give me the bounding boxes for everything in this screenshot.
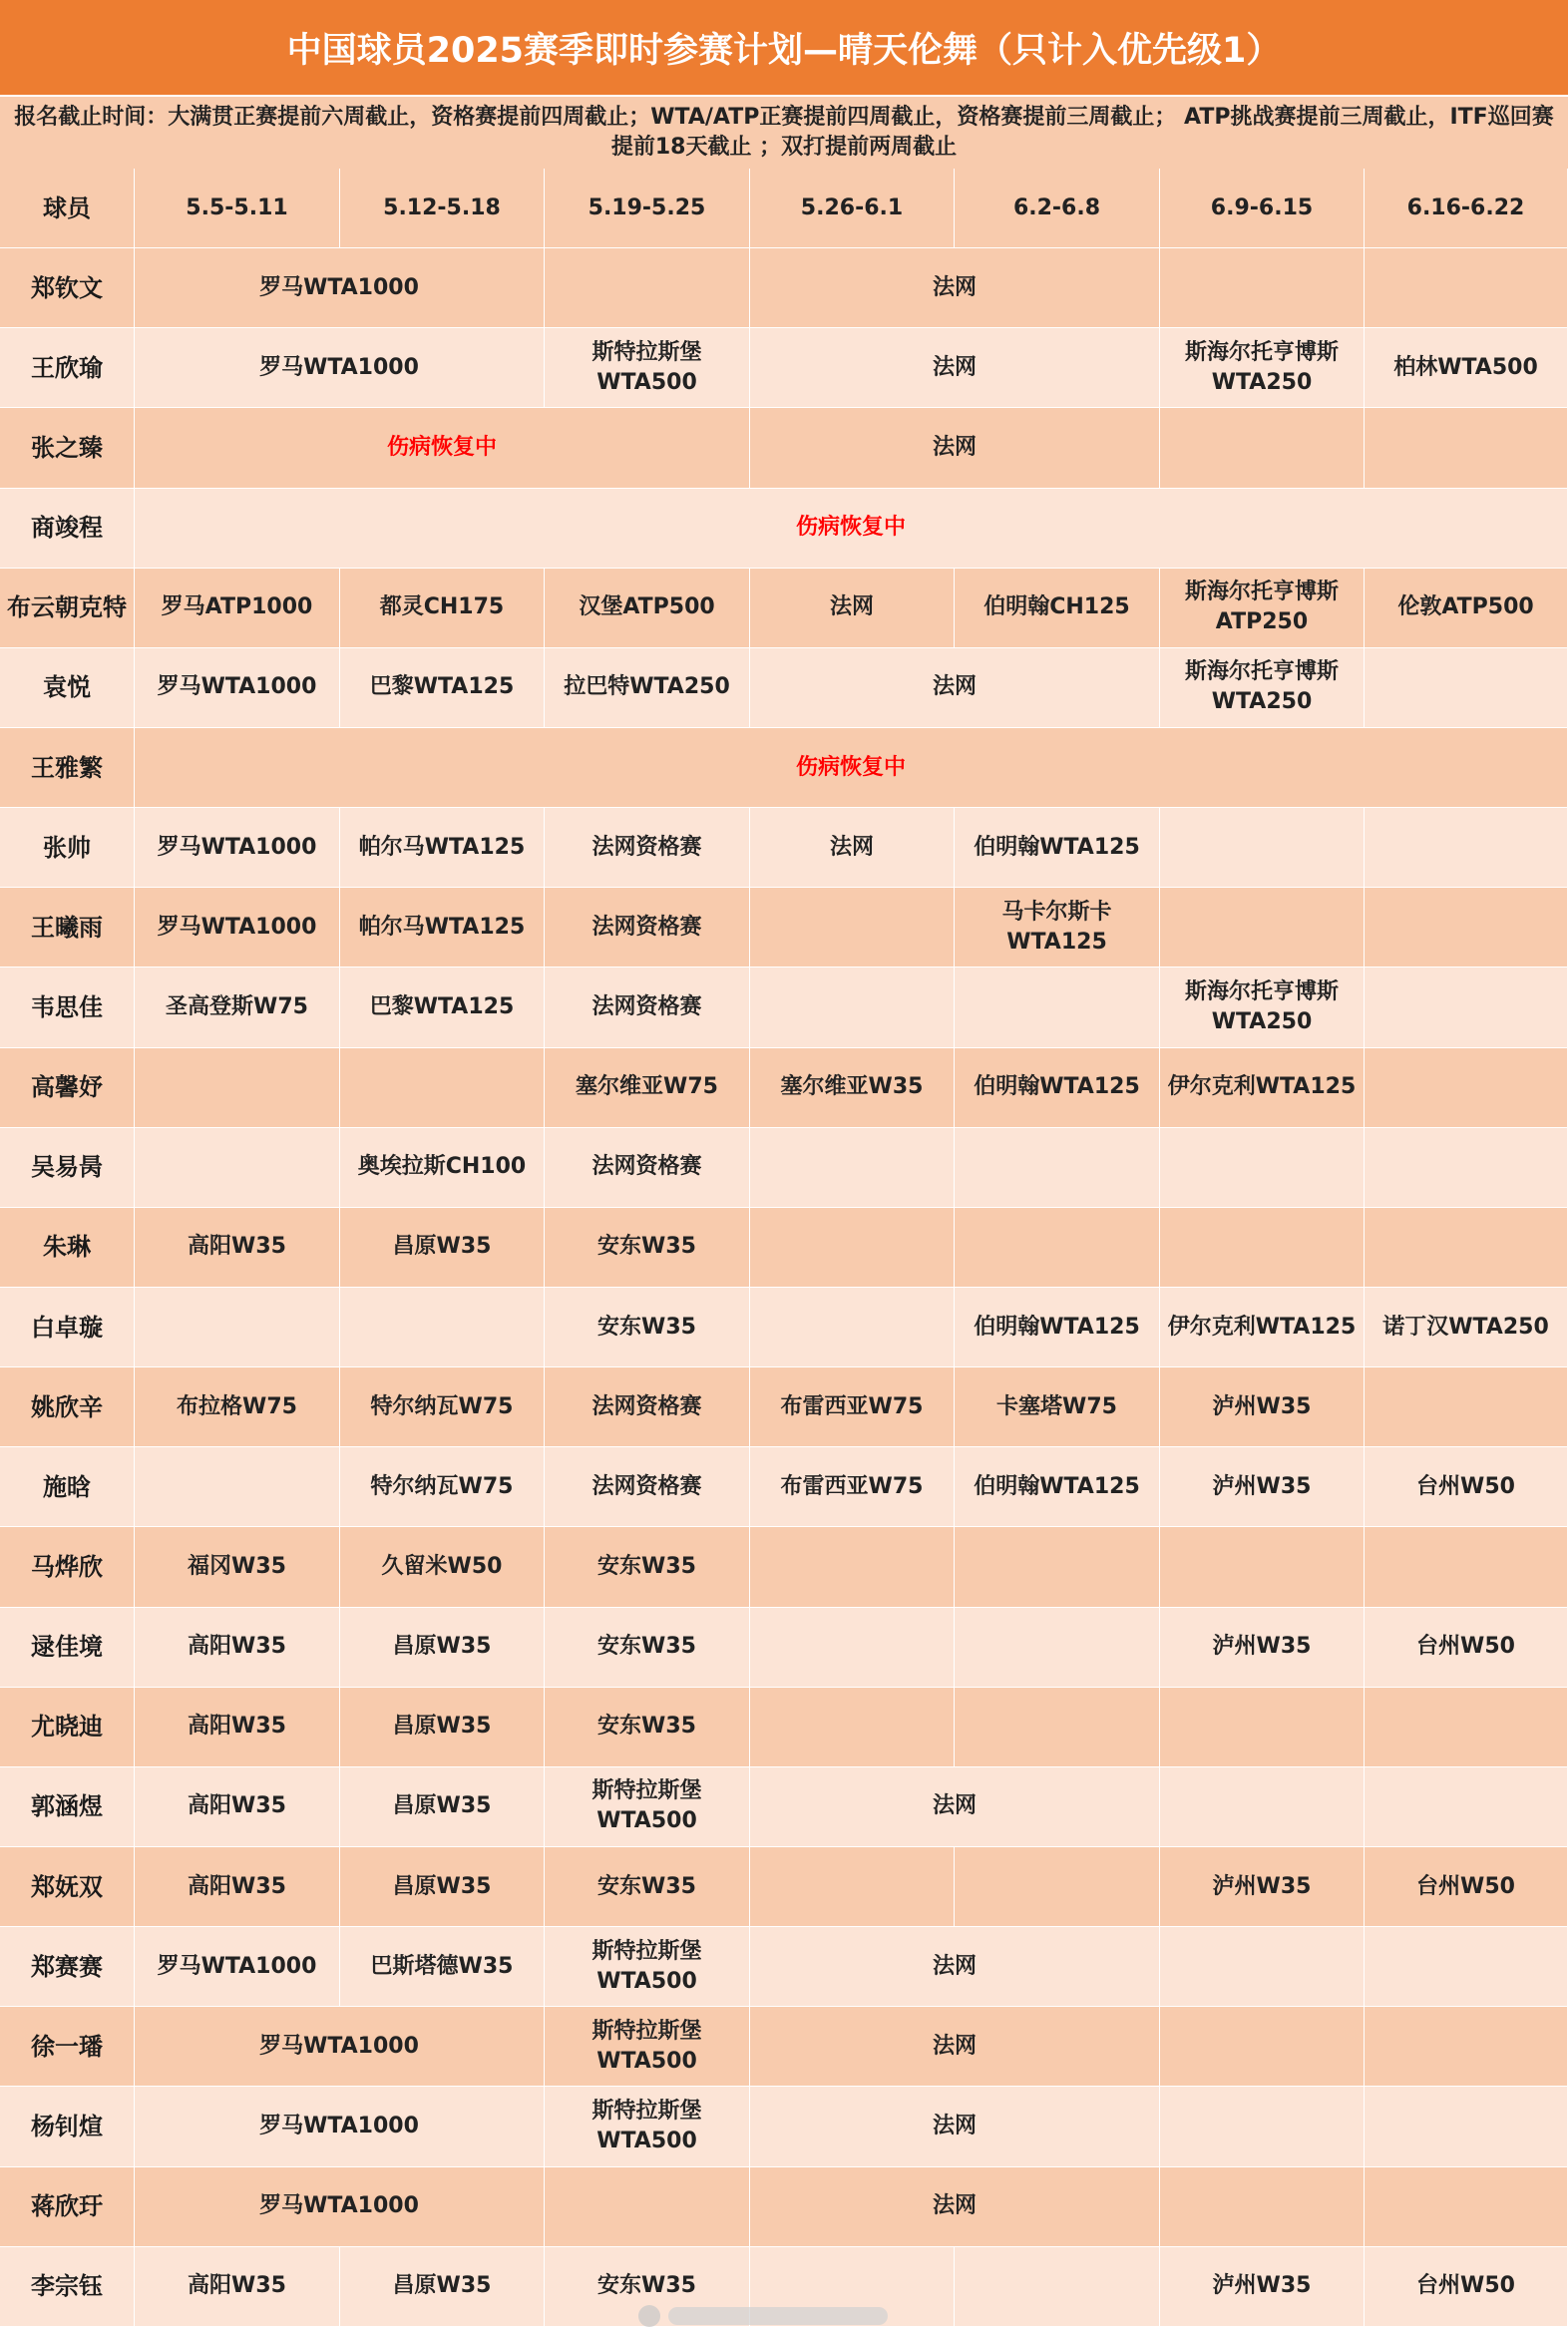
tournament-cell: 昌原W35 [340, 1688, 545, 1767]
tournament-cell: 法网资格赛 [545, 1128, 750, 1208]
empty-cell [1160, 2087, 1365, 2166]
injury-status: 伤病恢复中 [135, 728, 1568, 808]
tournament-cell: 法网资格赛 [545, 888, 750, 968]
tournament-cell: 罗马WTA1000 [135, 1927, 340, 2007]
player-name: 马烨欣 [0, 1527, 135, 1607]
tournament-cell: 伯明翰WTA125 [955, 1048, 1160, 1128]
tournament-cell: 卡塞塔W75 [955, 1367, 1160, 1447]
player-name: 姚欣辛 [0, 1367, 135, 1447]
tournament-cell: 拉巴特WTA250 [545, 648, 750, 728]
tournament-cell: 安东W35 [545, 1527, 750, 1607]
empty-cell [340, 1048, 545, 1128]
tournament-cell: 安东W35 [545, 1608, 750, 1688]
empty-cell [750, 1688, 955, 1767]
tournament-cell: 高阳W35 [135, 1688, 340, 1767]
tournament-cell: 罗马WTA1000 [135, 2087, 545, 2166]
tournament-cell: 台州W50 [1365, 1608, 1568, 1688]
tournament-cell: 法网 [750, 328, 1160, 408]
empty-cell [1365, 2087, 1568, 2166]
schedule-table [0, 169, 1568, 2327]
empty-cell [1365, 1688, 1568, 1767]
empty-cell [340, 1288, 545, 1367]
empty-cell [1365, 2007, 1568, 2087]
tournament-cell: 罗马WTA1000 [135, 328, 545, 408]
empty-cell [955, 1688, 1160, 1767]
empty-cell [955, 1527, 1160, 1607]
tournament-cell: 高阳W35 [135, 1847, 340, 1927]
tournament-cell: 台州W50 [1365, 1847, 1568, 1927]
tournament-cell: 福冈W35 [135, 1527, 340, 1607]
empty-cell [1160, 1927, 1365, 2007]
empty-cell [955, 1128, 1160, 1208]
tournament-cell: 斯海尔托亨博斯 ATP250 [1160, 569, 1365, 648]
tournament-cell: 斯特拉斯堡 WTA500 [545, 1927, 750, 2007]
empty-cell [545, 248, 750, 328]
tournament-cell: 斯海尔托亨博斯 WTA250 [1160, 648, 1365, 728]
tournament-cell: 台州W50 [1365, 1447, 1568, 1527]
tournament-cell: 法网 [750, 808, 955, 888]
tournament-cell: 高阳W35 [135, 1767, 340, 1847]
tournament-cell: 布雷西亚W75 [750, 1447, 955, 1527]
tournament-cell: 斯特拉斯堡 WTA500 [545, 1767, 750, 1847]
tournament-cell: 泸州W35 [1160, 1367, 1365, 1447]
empty-cell [1160, 1208, 1365, 1288]
empty-cell [545, 2167, 750, 2247]
tournament-cell: 安东W35 [545, 2247, 750, 2327]
empty-cell [1160, 1767, 1365, 1847]
tournament-cell: 布雷西亚W75 [750, 1367, 955, 1447]
tournament-cell: 斯海尔托亨博斯 WTA250 [1160, 968, 1365, 1047]
tournament-cell: 帕尔马WTA125 [340, 808, 545, 888]
empty-cell [135, 1128, 340, 1208]
empty-cell [135, 1288, 340, 1367]
tournament-cell: 罗马WTA1000 [135, 808, 340, 888]
tournament-cell: 巴黎WTA125 [340, 648, 545, 728]
tournament-cell: 昌原W35 [340, 1767, 545, 1847]
tournament-cell: 塞尔维亚W35 [750, 1048, 955, 1128]
tournament-cell: 伯明翰WTA125 [955, 1288, 1160, 1367]
column-header-week: 6.9-6.15 [1160, 169, 1365, 248]
empty-cell [1365, 248, 1568, 328]
player-name: 张之臻 [0, 408, 135, 488]
tournament-cell: 昌原W35 [340, 1208, 545, 1288]
empty-cell [955, 1847, 1160, 1927]
empty-cell [750, 888, 955, 968]
tournament-cell: 安东W35 [545, 1208, 750, 1288]
tournament-cell: 特尔纳瓦W75 [340, 1367, 545, 1447]
empty-cell [1160, 2167, 1365, 2247]
empty-cell [750, 968, 955, 1047]
empty-cell [955, 1208, 1160, 1288]
column-header-week: 5.26-6.1 [750, 169, 955, 248]
column-header-player: 球员 [0, 169, 135, 248]
column-header-week: 6.16-6.22 [1365, 169, 1568, 248]
empty-cell [955, 1608, 1160, 1688]
tournament-cell: 昌原W35 [340, 1847, 545, 1927]
empty-cell [1160, 1128, 1365, 1208]
empty-cell [750, 1208, 955, 1288]
player-name: 徐一璠 [0, 2007, 135, 2087]
column-header-week: 5.5-5.11 [135, 169, 340, 248]
empty-cell [1160, 888, 1365, 968]
empty-cell [1365, 1048, 1568, 1128]
tournament-cell: 伯明翰WTA125 [955, 808, 1160, 888]
tournament-cell: 斯特拉斯堡 WTA500 [545, 2007, 750, 2087]
tournament-cell: 伊尔克利WTA125 [1160, 1288, 1365, 1367]
tournament-cell: 法网 [750, 408, 1160, 488]
tournament-cell: 安东W35 [545, 1688, 750, 1767]
empty-cell [1160, 1527, 1365, 1607]
tournament-cell: 法网 [750, 1767, 1160, 1847]
tournament-cell: 泸州W35 [1160, 1608, 1365, 1688]
tournament-cell: 罗马ATP1000 [135, 569, 340, 648]
empty-cell [1160, 1688, 1365, 1767]
tournament-cell: 法网 [750, 2087, 1160, 2166]
tournament-cell: 特尔纳瓦W75 [340, 1447, 545, 1527]
player-name: 施晗 [0, 1447, 135, 1527]
empty-cell [1160, 2007, 1365, 2087]
watermark [638, 2302, 918, 2330]
deadline-note: 报名截止时间：大满贯正赛提前六周截止，资格赛提前四周截止；WTA/ATP正赛提前四周截止，资格赛提前三周截止； ATP挑战赛提前三周截止，ITF巡回赛提前18天截止 ；双打提前两周截止 [0, 97, 1568, 169]
player-name: 郑钦文 [0, 248, 135, 328]
empty-cell [1365, 1767, 1568, 1847]
player-name: 韦思佳 [0, 968, 135, 1047]
player-name: 商竣程 [0, 489, 135, 569]
player-name: 王雅繁 [0, 728, 135, 808]
player-name: 布云朝克特 [0, 569, 135, 648]
watermark-logo-icon [638, 2305, 660, 2327]
empty-cell [1365, 408, 1568, 488]
tournament-cell: 伊尔克利WTA125 [1160, 1048, 1365, 1128]
tournament-cell: 罗马WTA1000 [135, 2167, 545, 2247]
empty-cell [955, 968, 1160, 1047]
tournament-cell: 伯明翰WTA125 [955, 1447, 1160, 1527]
empty-cell [1365, 648, 1568, 728]
player-name: 王欣瑜 [0, 328, 135, 408]
empty-cell [1365, 808, 1568, 888]
empty-cell [750, 1128, 955, 1208]
player-name: 逯佳境 [0, 1608, 135, 1688]
column-header-week: 6.2-6.8 [955, 169, 1160, 248]
tournament-cell: 马卡尔斯卡 WTA125 [955, 888, 1160, 968]
tournament-cell: 罗马WTA1000 [135, 248, 545, 328]
player-name: 张帅 [0, 808, 135, 888]
tournament-cell: 柏林WTA500 [1365, 328, 1568, 408]
empty-cell [135, 1447, 340, 1527]
player-name: 袁悦 [0, 648, 135, 728]
watermark-bar [668, 2307, 888, 2325]
empty-cell [955, 2247, 1160, 2327]
tournament-cell: 泸州W35 [1160, 2247, 1365, 2327]
tournament-cell: 昌原W35 [340, 1608, 545, 1688]
empty-cell [1365, 1208, 1568, 1288]
player-name: 蒋欣玗 [0, 2167, 135, 2247]
tournament-cell: 法网 [750, 569, 955, 648]
empty-cell [1365, 1128, 1568, 1208]
player-name: 郭涵煜 [0, 1767, 135, 1847]
tournament-cell: 圣高登斯W75 [135, 968, 340, 1047]
empty-cell [1365, 1367, 1568, 1447]
tournament-cell: 法网资格赛 [545, 1447, 750, 1527]
player-name: 尤晓迪 [0, 1688, 135, 1767]
empty-cell [1365, 1527, 1568, 1607]
tournament-cell: 巴斯塔德W35 [340, 1927, 545, 2007]
tournament-cell: 法网 [750, 1927, 1160, 2007]
player-name: 高馨妤 [0, 1048, 135, 1128]
injury-status: 伤病恢复中 [135, 408, 750, 488]
page-title: 中国球员2025赛季即时参赛计划—晴天伦舞（只计入优先级1） [0, 0, 1568, 97]
tournament-cell: 斯特拉斯堡 WTA500 [545, 328, 750, 408]
player-name: 郑赛赛 [0, 1927, 135, 2007]
tournament-cell: 伯明翰CH125 [955, 569, 1160, 648]
tournament-cell: 台州W50 [1365, 2247, 1568, 2327]
tournament-cell: 都灵CH175 [340, 569, 545, 648]
tournament-cell: 法网 [750, 2007, 1160, 2087]
tournament-cell: 高阳W35 [135, 2247, 340, 2327]
player-name: 杨钊煊 [0, 2087, 135, 2166]
empty-cell [1365, 1927, 1568, 2007]
tournament-cell: 法网 [750, 648, 1160, 728]
injury-status: 伤病恢复中 [135, 489, 1568, 569]
tournament-cell: 久留米W50 [340, 1527, 545, 1607]
empty-cell [1160, 808, 1365, 888]
tournament-cell: 法网资格赛 [545, 1367, 750, 1447]
column-header-week: 5.12-5.18 [340, 169, 545, 248]
tournament-cell: 法网资格赛 [545, 808, 750, 888]
tournament-cell: 高阳W35 [135, 1608, 340, 1688]
tournament-cell: 安东W35 [545, 1288, 750, 1367]
player-name: 李宗钰 [0, 2247, 135, 2327]
tournament-cell: 斯海尔托亨博斯 WTA250 [1160, 328, 1365, 408]
empty-cell [1365, 2167, 1568, 2247]
tournament-cell: 伦敦ATP500 [1365, 569, 1568, 648]
tournament-cell: 罗马WTA1000 [135, 888, 340, 968]
tournament-cell: 汉堡ATP500 [545, 569, 750, 648]
empty-cell [1160, 408, 1365, 488]
player-name: 白卓璇 [0, 1288, 135, 1367]
player-name: 王曦雨 [0, 888, 135, 968]
empty-cell [750, 1527, 955, 1607]
tournament-cell: 布拉格W75 [135, 1367, 340, 1447]
player-name: 郑妩双 [0, 1847, 135, 1927]
empty-cell [750, 1608, 955, 1688]
tournament-cell: 法网 [750, 248, 1160, 328]
tournament-cell: 安东W35 [545, 1847, 750, 1927]
tournament-cell: 塞尔维亚W75 [545, 1048, 750, 1128]
tournament-cell: 罗马WTA1000 [135, 648, 340, 728]
tournament-cell: 泸州W35 [1160, 1847, 1365, 1927]
tournament-cell: 泸州W35 [1160, 1447, 1365, 1527]
empty-cell [135, 1048, 340, 1128]
tournament-cell: 巴黎WTA125 [340, 968, 545, 1047]
tournament-cell: 昌原W35 [340, 2247, 545, 2327]
empty-cell [1160, 248, 1365, 328]
tournament-cell: 法网 [750, 2167, 1160, 2247]
tournament-cell: 罗马WTA1000 [135, 2007, 545, 2087]
player-name: 朱琳 [0, 1208, 135, 1288]
empty-cell [1365, 888, 1568, 968]
tournament-cell: 奥埃拉斯CH100 [340, 1128, 545, 1208]
tournament-cell: 高阳W35 [135, 1208, 340, 1288]
tournament-cell: 诺丁汉WTA250 [1365, 1288, 1568, 1367]
tournament-cell: 法网资格赛 [545, 968, 750, 1047]
tournament-cell: 帕尔马WTA125 [340, 888, 545, 968]
tournament-cell: 斯特拉斯堡 WTA500 [545, 2087, 750, 2166]
empty-cell [750, 1288, 955, 1367]
player-name: 吴易昺 [0, 1128, 135, 1208]
column-header-week: 5.19-5.25 [545, 169, 750, 248]
empty-cell [750, 1847, 955, 1927]
empty-cell [1365, 968, 1568, 1047]
